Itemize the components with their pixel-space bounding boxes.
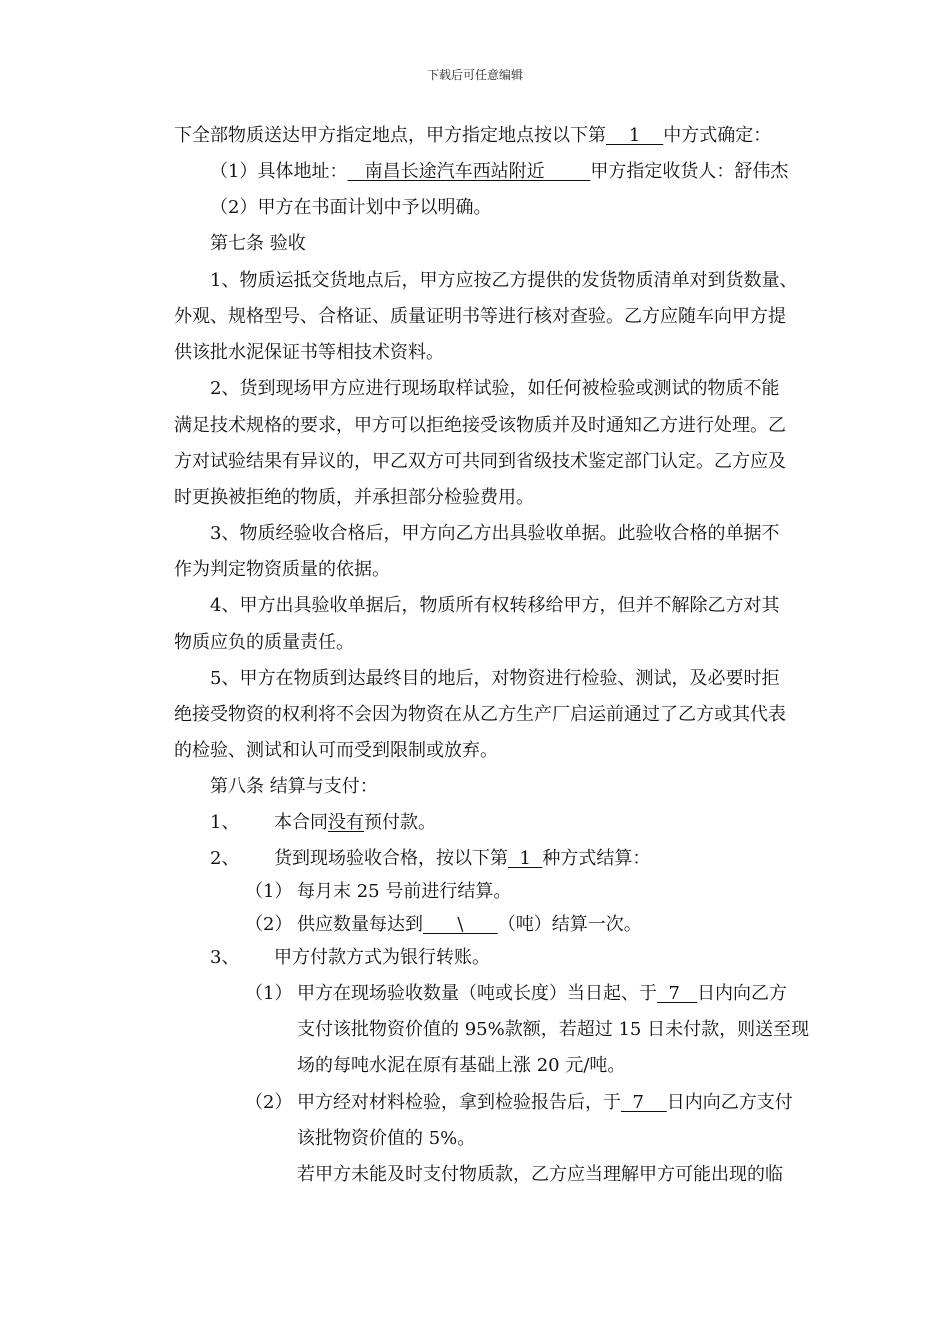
text-line: 时更换被拒绝的物质，并承担部分检验费用。 [174,487,534,508]
text-line: 支付该批物资价值的 95%款额，若超过 15 日未付款，则送至现 [297,1019,810,1040]
filled-blank: 南昌长途汽车西站附近 [347,161,591,182]
text-line [210,160,788,184]
list-item [210,811,436,835]
page-header: 下载后可任意编辑 [426,68,523,82]
text-line: 方对试验结果有异议的，甲乙双方可共同到省级技术鉴定部门认定。乙方应及 [174,451,786,472]
text-span: 日内向乙方 [697,983,788,1004]
text-span: 日内向乙方支付 [666,1092,793,1113]
text-span: 中方式确定： [663,125,772,146]
text-span: 甲方在现场验收数量（吨或长度）当日起、于 [297,983,657,1004]
text-span: 本合同 [274,812,328,833]
filled-blank: 7 [621,1092,667,1113]
text-line: 场的每吨水泥在原有基础上涨 20 元/吨。 [297,1055,626,1076]
text-line: 供该批水泥保证书等相技术资料。 [174,342,444,363]
text-line: 的检验、测试和认可而受到限制或放弃。 [174,740,498,761]
text-line: 4、甲方出具验收单据后，物质所有权转移给甲方，但并不解除乙方对其 [210,595,780,616]
list-item [245,913,642,937]
text-line: 绝接受物资的权利将不会因为物资在从乙方生产厂启运前通过了乙方或其代表 [174,704,786,725]
list-item [210,847,650,871]
filled-blank: \ [423,914,498,935]
text-span: （吨）结算一次。 [497,914,642,935]
text-line: 外观、规格型号、合格证、质量证明书等进行核对查验。乙方应随车向甲方提 [174,306,786,327]
text-line: 物质应负的质量责任。 [174,632,354,653]
list-number: 3、 [210,947,240,968]
list-number: 2、 [210,848,240,869]
text-line [174,124,771,148]
filled-blank: 1 [508,848,543,869]
list-item [245,982,787,1006]
text-span: （1）具体地址： [210,161,348,182]
text-span: 预付款。 [364,812,436,833]
text-line: 若甲方未能及时支付物质款，乙方应当理解甲方可能出现的临 [297,1164,783,1185]
text-span: 货到现场验收合格，按以下第 [274,848,508,869]
text-line: 5、甲方在物质到达最终目的地后，对物资进行检验、测试，及必要时拒 [210,668,780,689]
list-number: （2） [245,1092,293,1113]
filled-blank: 没有 [328,812,364,833]
text-span: 每月末 25 号前进行结算。 [297,881,512,902]
text-span: 供应数量每达到 [297,914,423,935]
text-line: （2）甲方在书面计划中予以明确。 [210,197,492,218]
text-span: 甲方付款方式为银行转账。 [274,947,490,968]
list-item [245,1091,793,1115]
text-line: 1、物质运抵交货地点后，甲方应按乙方提供的发货物质清单对到货数量、 [210,270,798,291]
filled-blank: 1 [606,125,664,146]
text-span: 种方式结算： [542,848,651,869]
list-item [210,946,490,970]
text-span: 甲方经对材料检验，拿到检验报告后，于 [297,1092,621,1113]
text-line: 满足技术规格的要求，甲方可以拒绝接受该物质并及时通知乙方进行处理。乙 [174,415,786,436]
text-span: 下全部物质送达甲方指定地点，甲方指定地点按以下第 [174,125,606,146]
list-number: （1） [245,983,293,1004]
text-line: 该批物资价值的 5%。 [297,1128,476,1149]
filled-blank: 7 [657,983,698,1004]
section-heading: 第八条 结算与支付： [210,776,378,797]
list-number: 1、 [210,812,240,833]
list-number: （2） [245,914,293,935]
list-item [245,880,511,904]
section-heading: 第七条 验收 [210,233,306,254]
list-number: （1） [245,881,293,902]
text-span: 甲方指定收货人：舒伟杰 [590,161,789,182]
text-line: 作为判定物资质量的依据。 [174,559,390,580]
text-line: 3、物质经验收合格后，甲方向乙方出具验收单据。此验收合格的单据不 [210,523,780,544]
text-line: 2、货到现场甲方应进行现场取样试验，如任何被检验或测试的物质不能 [210,378,780,399]
